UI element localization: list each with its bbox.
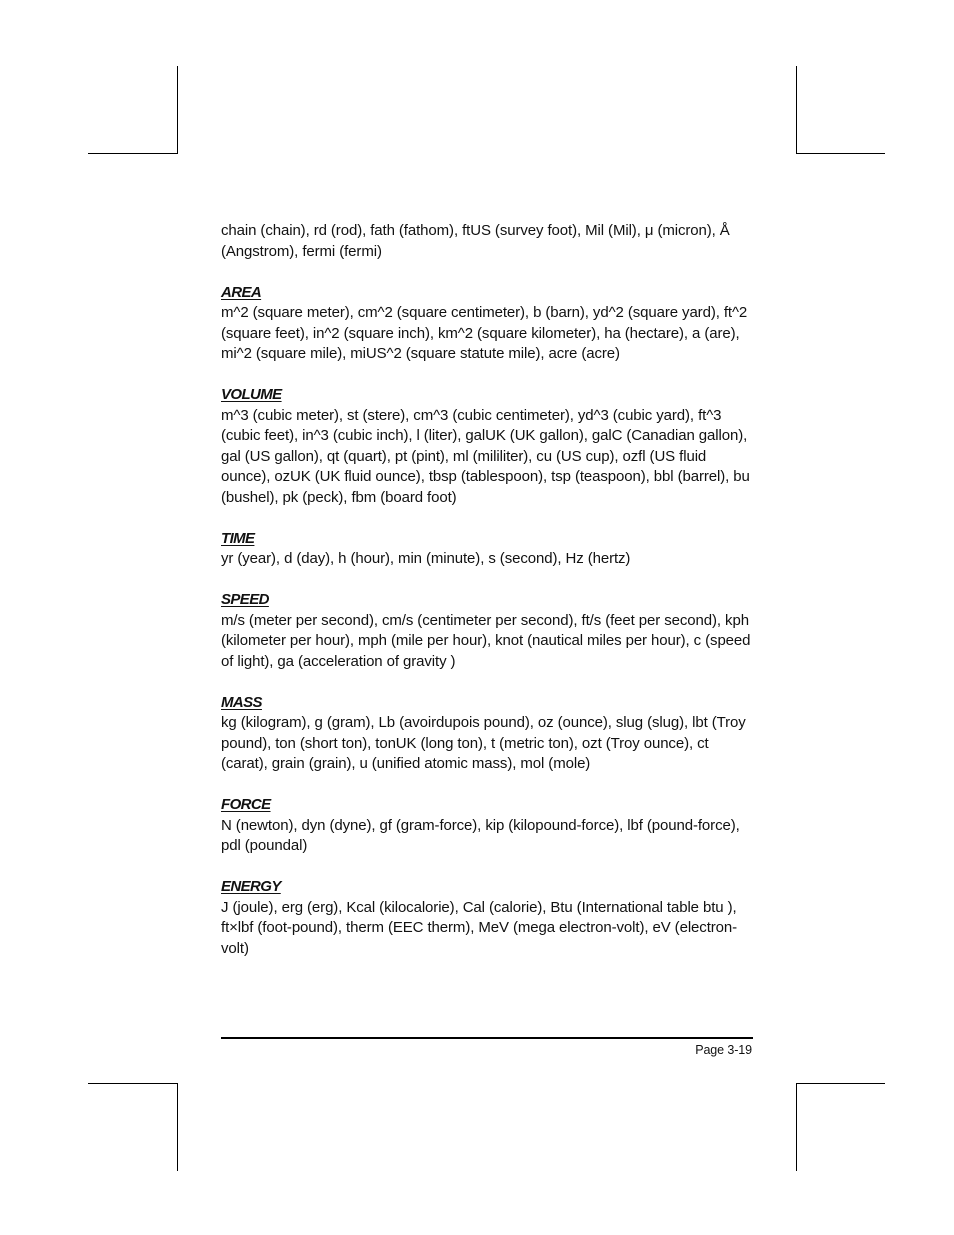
crop-mark-top-left-vertical	[177, 66, 178, 154]
crop-mark-top-right-horizontal	[796, 153, 885, 154]
force-units: N (newton), dyn (dyne), gf (gram-force), kip (kilopound-force), lbf (pound-force), pdl (poundal)	[221, 816, 740, 854]
mass-units: kg (kilogram), g (gram), Lb (avoirdupois pound), oz (ounce), slug (slug), lbt (Troy pound), ton (short ton), tonUK (long ton), t (metric ton), ozt (Troy ounce), ct (carat), grain (grain), u (unified atomic mass), mol (mole)	[221, 714, 746, 772]
force-section	[221, 795, 755, 857]
crop-mark-top-right-vertical	[796, 66, 797, 154]
area-heading: AREA	[221, 283, 262, 301]
crop-mark-bottom-right-horizontal	[796, 1083, 885, 1084]
volume-heading: VOLUME	[221, 386, 282, 403]
crop-mark-bottom-right-vertical	[796, 1083, 797, 1171]
time-section	[221, 529, 755, 570]
energy-section	[221, 877, 755, 959]
area-units: m^2 (square meter), cm^2 (square centimeter), b (barn), yd^2 (square yard), ft^2 (square feet), in^2 (square inch), km^2 (square kilometer), ha (hectare), a (are), mi^2 (square mile), miUS^2 (square statute mile), acre (acre)	[221, 304, 748, 362]
speed-section	[221, 590, 755, 672]
energy-heading: ENERGY	[221, 878, 281, 895]
crop-mark-top-left-horizontal	[88, 153, 177, 154]
mass-heading: MASS	[221, 693, 262, 711]
time-heading: TIME	[221, 529, 255, 547]
crop-mark-bottom-left-vertical	[177, 1083, 178, 1171]
force-heading: FORCE	[221, 796, 271, 813]
page-number: Page 3-19	[695, 1043, 752, 1057]
speed-units: m/s (meter per second), cm/s (centimeter per second), ft/s (feet per second), kph (kilometer per hour), mph (mile per hour), knot (nautical miles per hour), c (speed of light), ga (acceleration of gravity )	[221, 611, 751, 670]
intro-paragraph: chain (chain), rd (rod), fath (fathom), ftUS (survey foot), Mil (Mil), μ (micron), Å (Angstrom), fermi (fermi)	[221, 222, 730, 260]
volume-section	[221, 385, 755, 508]
mass-section	[221, 693, 755, 775]
volume-units: m^3 (cubic meter), st (stere), cm^3 (cubic centimeter), yd^3 (cubic yard), ft^3 (cubic feet), in^3 (cubic inch), l (liter), galUK (UK gallon), galC (Canadian gallon), gal (US gallon), qt (quart), pt (pint), ml (mililiter), cu (US cup), ozfl (US fluid ounce), ozUK (UK fluid ounce), tbsp (tablespoon), tsp (teaspoon), bbl (barrel), bu (bushel), pk (peck), fbm (board foot)	[221, 406, 750, 506]
area-section	[221, 283, 755, 365]
speed-heading: SPEED	[221, 591, 269, 608]
page-content	[221, 221, 755, 959]
footer-rule	[221, 1037, 753, 1039]
crop-mark-bottom-left-horizontal	[88, 1083, 177, 1084]
time-units: yr (year), d (day), h (hour), min (minute), s (second), Hz (hertz)	[221, 550, 631, 567]
energy-units: J (joule), erg (erg), Kcal (kilocalorie), Cal (calorie), Btu (International table btu ), ft×lbf (foot-pound), therm (EEC therm), MeV (mega electron-volt), eV (electron-volt)	[221, 898, 738, 957]
